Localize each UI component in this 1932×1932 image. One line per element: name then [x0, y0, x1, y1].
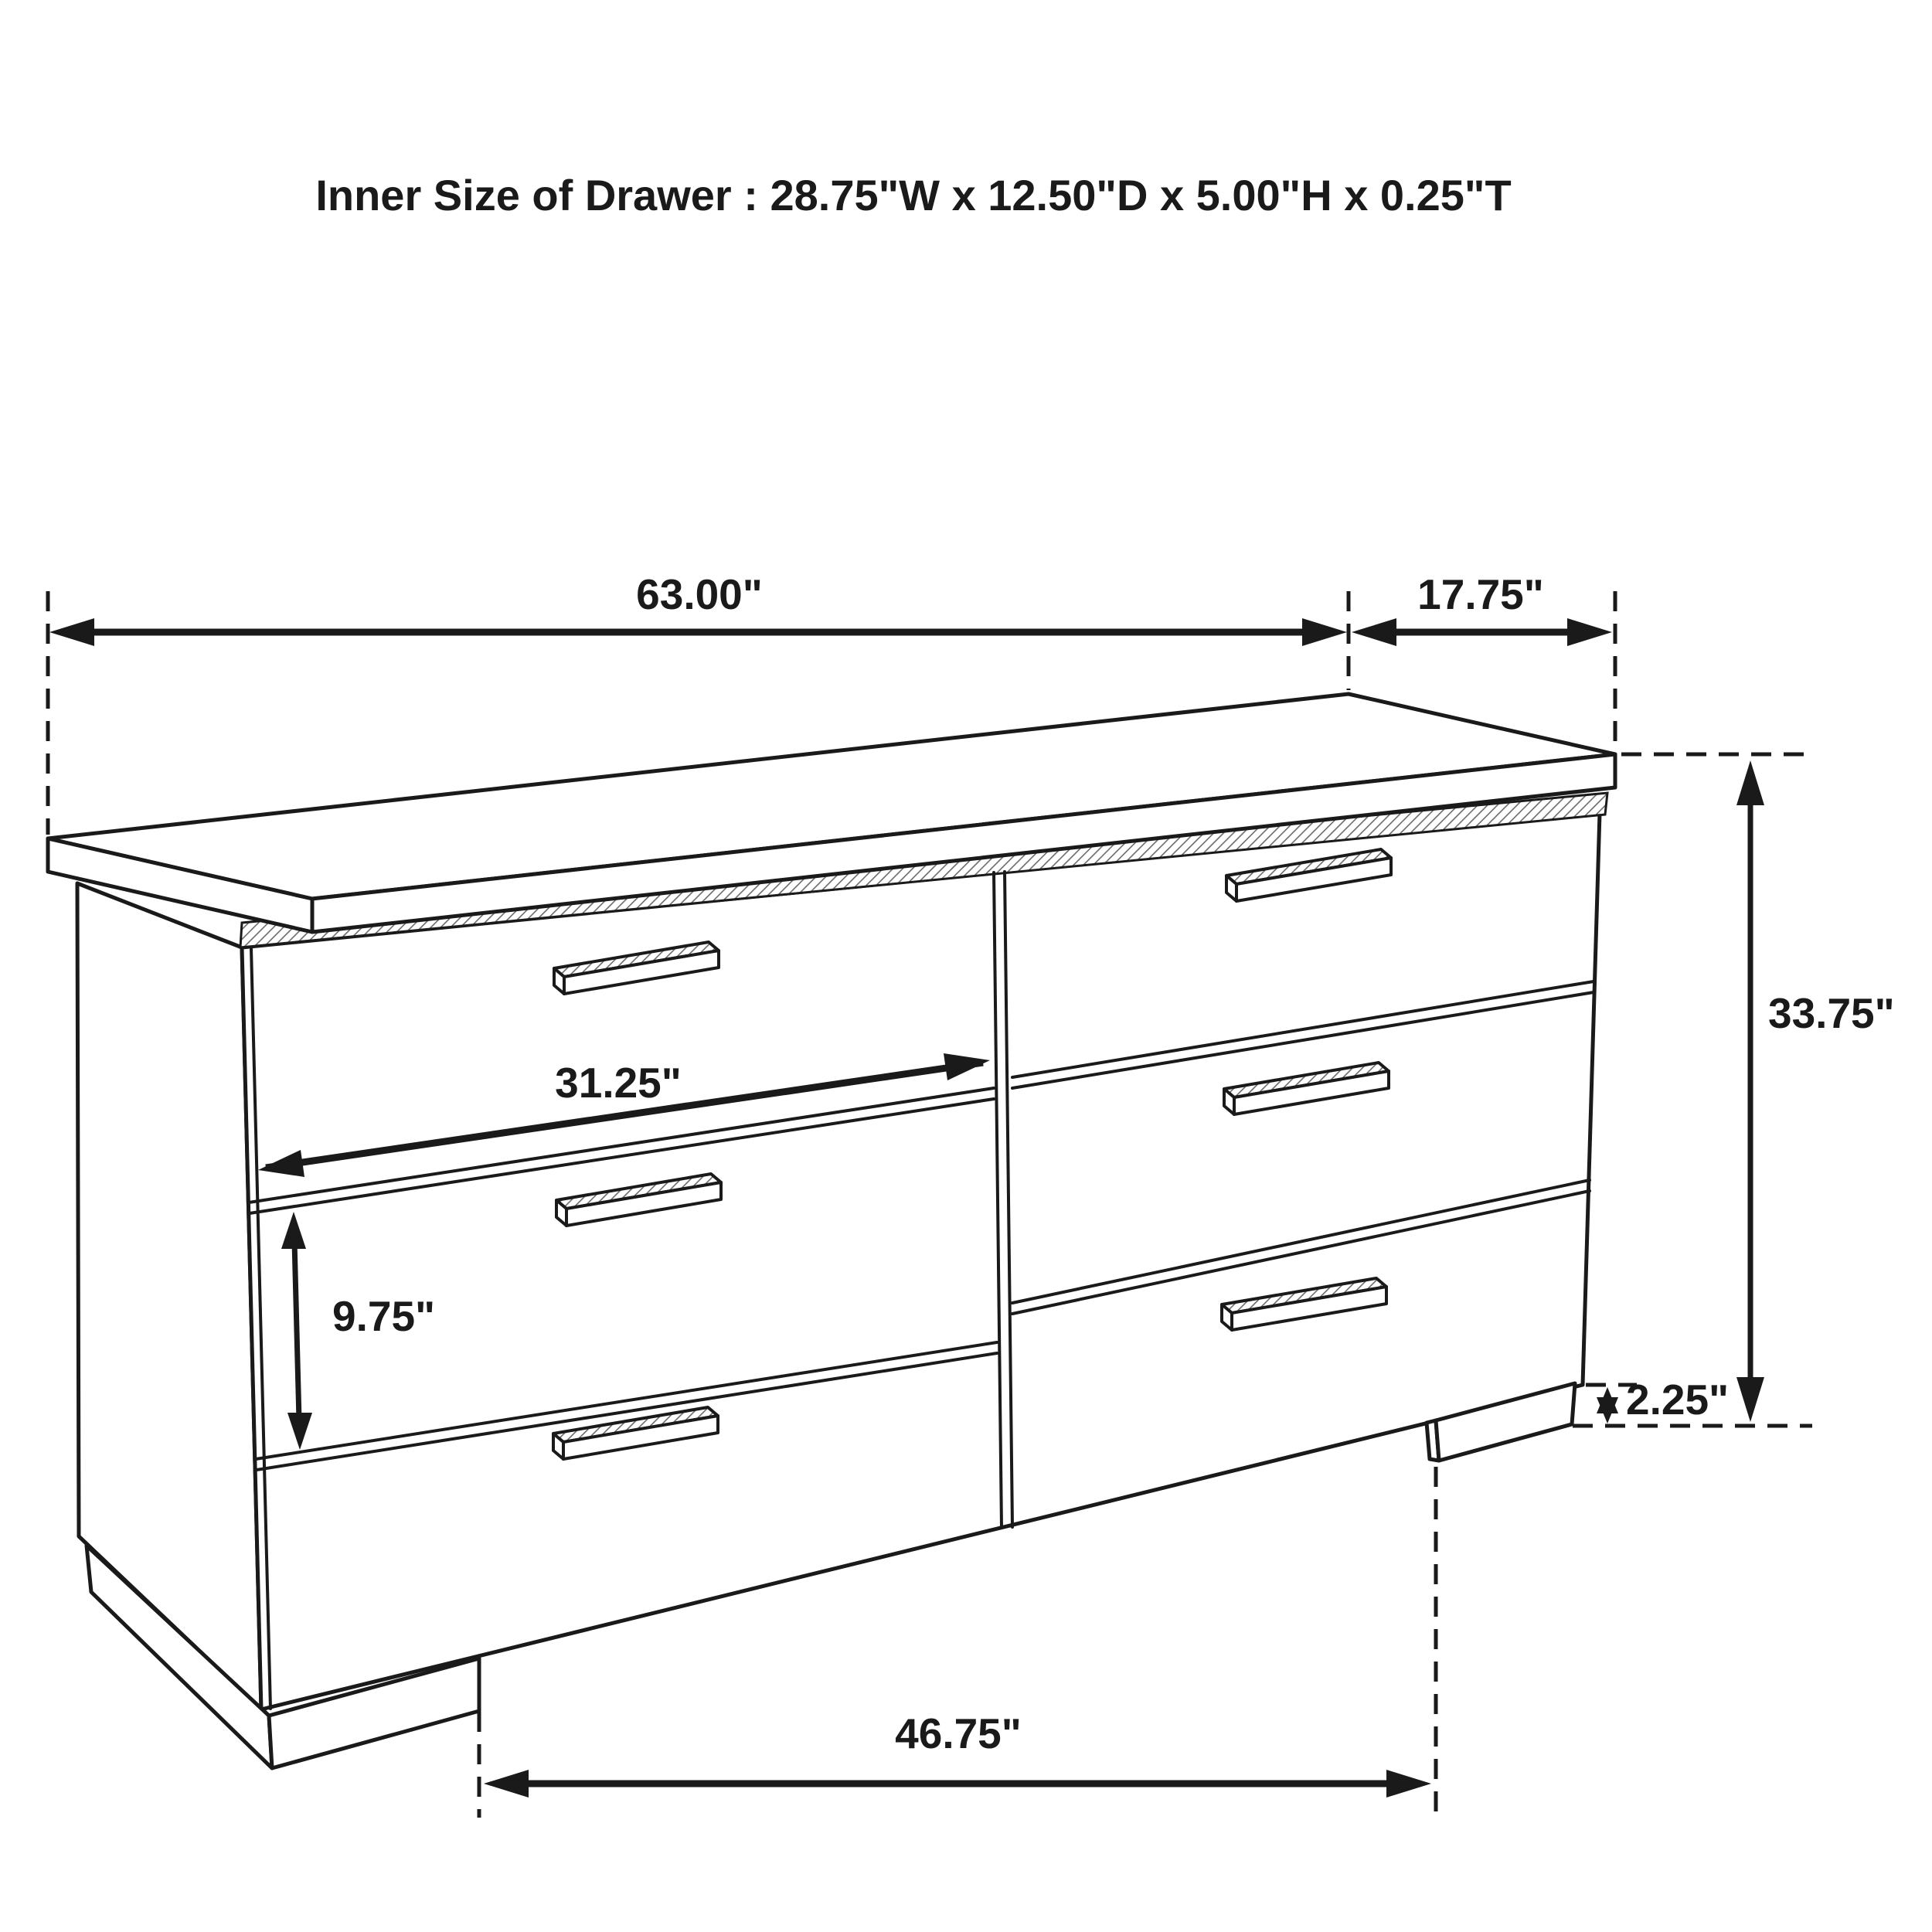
dim-label-drawer-height: 9.75": [332, 1292, 436, 1340]
arrowhead-left-icon: [484, 1770, 529, 1798]
dresser: [48, 694, 1615, 1768]
dim-label-leg-clearance: 46.75": [895, 1709, 1022, 1757]
dim-overall-depth: [1352, 570, 1612, 646]
figure-title: Inner Size of Drawer : 28.75"W x 12.50"D x 5.00"H x 0.25"T: [315, 171, 1512, 219]
dim-label-overall-height: 33.75": [1768, 989, 1895, 1037]
dresser-front-face: [242, 813, 1600, 1709]
arrowhead-right-icon: [1386, 1770, 1431, 1798]
dim-leg-height: [1597, 1376, 1729, 1423]
arrowhead-right-icon: [1567, 618, 1612, 646]
dim-label-drawer-width: 31.25": [555, 1059, 682, 1107]
dim-label-leg-height: 2.25": [1626, 1376, 1730, 1423]
arrowhead-left-icon: [1352, 618, 1396, 646]
arrowhead-left-icon: [49, 618, 94, 646]
arrowhead-up-icon: [1736, 760, 1764, 805]
dim-label-overall-width: 63.00": [636, 570, 763, 618]
arrowhead-down-icon: [1736, 1377, 1764, 1422]
dim-overall-width: [49, 570, 1347, 646]
dim-overall-height: [1736, 760, 1895, 1422]
dim-leg-clearance: [484, 1709, 1431, 1798]
dim-label-overall-depth: 17.75": [1417, 570, 1544, 618]
arrowhead-right-icon: [1302, 618, 1347, 646]
